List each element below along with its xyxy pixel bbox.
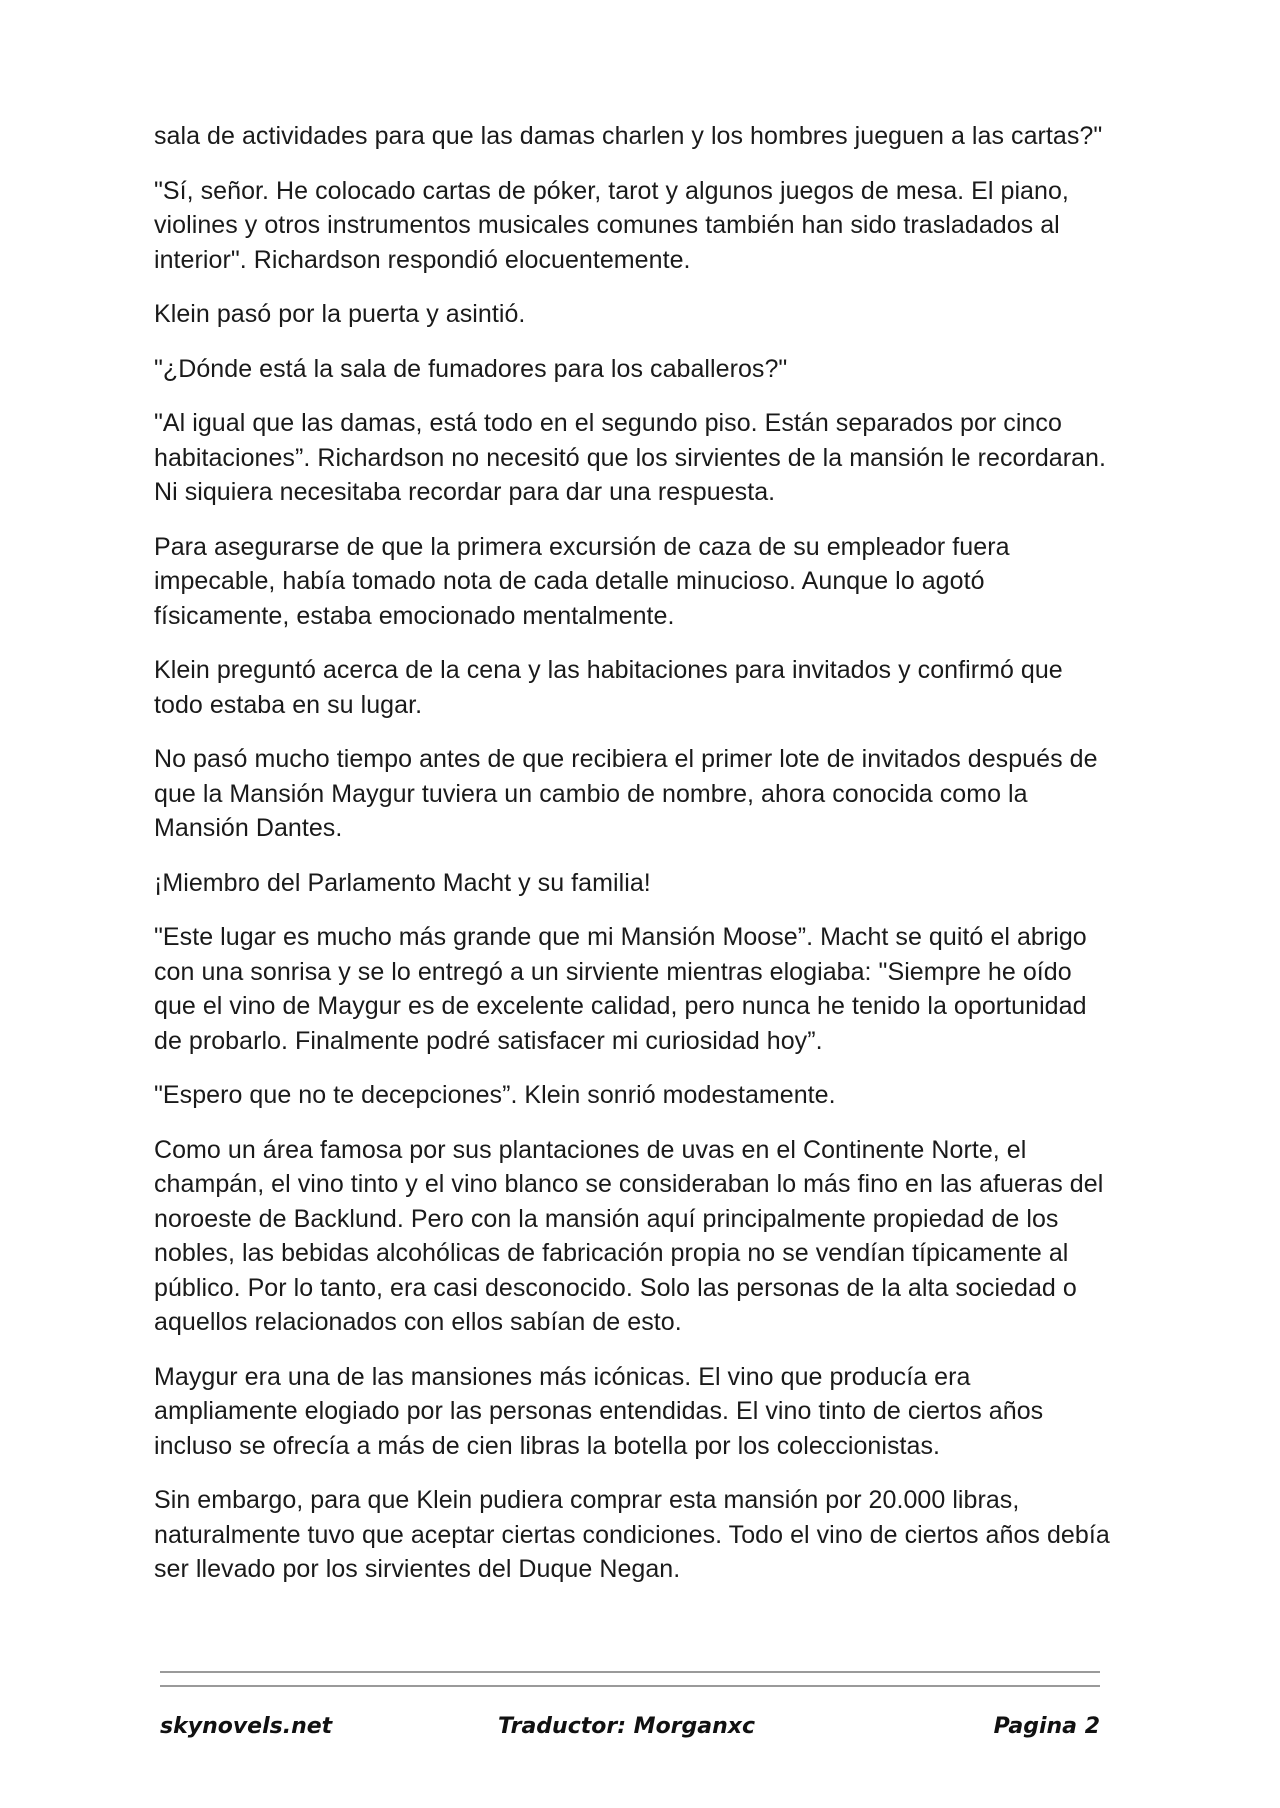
page-footer (160, 1714, 1100, 1750)
paragraph: "Sí, señor. He colocado cartas de póker, tarot y algunos juegos de mesa. El piano, violines y otros instrumentos musicales comunes también han sido trasladados al interior". Richardson respondió elocuentemente. (154, 176, 1069, 274)
body-text (154, 119, 1114, 1607)
paragraph: No pasó mucho tiempo antes de que recibiera el primer lote de invitados después de que la Mansión Maygur tuviera un cambio de nombre, ahora conocida como la Mansión Dantes. (154, 745, 1098, 842)
paragraph: "Espero que no te decepciones”. Klein sonrió modestamente. (154, 1081, 836, 1109)
paragraph: "¿Dónde está la sala de fumadores para los caballeros?" (154, 354, 788, 383)
paragraph: Para asegurarse de que la primera excursión de caza de su empleador fuera impecable, había tomado nota de cada detalle minucioso. Aunque lo agotó físicamente, estaba emocionado mentalmente. (154, 532, 1010, 630)
paragraph: Como un área famosa por sus plantaciones de uvas en el Continente Norte, el champán, el vino tinto y el vino blanco se consideraban lo más fino en las afueras del noroeste de Backlund. Pero con la mansión aquí principalmente propiedad de los nobles, las bebidas alcohólicas de fabricación propia no se vendían típicamente al público. Por lo tanto, era casi desconocido. Solo las personas de la alta sociedad o aquellos relacionados con ellos sabían de esto. (154, 1135, 1104, 1336)
footer-site: skynovels.net (160, 1714, 333, 1739)
paragraph: sala de actividades para que las damas charlen y los hombres jueguen a las cartas?" (154, 122, 1103, 150)
footer-rule-bottom (160, 1685, 1100, 1687)
footer-page-number: Pagina 2 (993, 1714, 1100, 1739)
paragraph: Maygur era una de las mansiones más icónicas. El vino que producía era ampliamente elogiado por las personas entendidas. El vino tinto de ciertos años incluso se ofrecía a más de cien libras la botella por los coleccionistas. (154, 1362, 1044, 1460)
paragraph: Sin embargo, para que Klein pudiera comprar esta mansión por 20.000 libras, naturalmente tuvo que aceptar ciertas condiciones. Todo el vino de ciertos años debía ser llevado por los sirvientes del Duque Negan. (154, 1486, 1110, 1583)
footer-divider (160, 1671, 1100, 1699)
footer-rule-top (160, 1671, 1100, 1673)
paragraph: ¡Miembro del Parlamento Macht y su familia! (154, 868, 651, 897)
paragraph: "Este lugar es mucho más grande que mi Mansión Moose”. Macht se quitó el abrigo con una sonrisa y se lo entregó a un sirviente mientras elogiaba: "Siempre he oído que el vino de Maygur es de excelente calidad, pero nunca he tenido la oportunidad de probarlo. Finalmente podré satisfacer mi curiosidad hoy”. (154, 923, 1087, 1055)
paragraph: "Al igual que las damas, está todo en el segundo piso. Están separados por cinco habitaciones”. Richardson no necesitó que los sirvientes de la mansión le recordaran. Ni siquiera necesitaba recordar para dar una respuesta. (154, 409, 1107, 506)
footer-translator: Traductor: Morganxc (498, 1714, 756, 1739)
paragraph: Klein preguntó acerca de la cena y las habitaciones para invitados y confirmó que todo estaba en su lugar. (154, 656, 1063, 719)
paragraph: Klein pasó por la puerta y asintió. (154, 300, 526, 328)
